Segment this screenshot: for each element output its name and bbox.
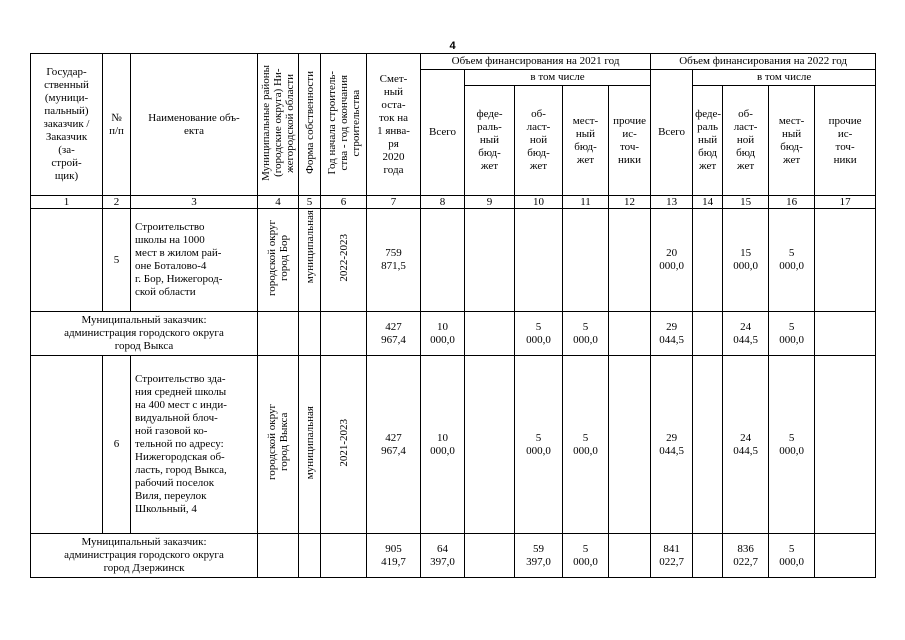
regional-2021	[515, 209, 563, 312]
header-regional-2021: об- ласт- ной бюд- жет	[515, 86, 563, 196]
estimate-cell: 759 871,5	[367, 209, 421, 312]
ownership-cell	[299, 534, 321, 578]
header-number: № п/п	[103, 54, 131, 196]
ownership-cell: муниципальная	[299, 209, 321, 312]
district-cell	[258, 534, 299, 578]
col-num: 14	[693, 196, 723, 209]
col-num: 1	[31, 196, 103, 209]
regional-2022: 24 044,5	[723, 312, 769, 356]
customer-label: Муниципальный заказчик: администрация городского округа город Дзержинск	[31, 534, 258, 578]
local-2021	[563, 209, 609, 312]
local-2022: 5 000,0	[769, 312, 815, 356]
district-cell: городской округ город Выкса	[258, 356, 299, 534]
local-2021: 5 000,0	[563, 356, 609, 534]
col-num: 12	[609, 196, 651, 209]
header-total-2021: Всего	[421, 70, 465, 196]
federal-2021	[465, 356, 515, 534]
table-row	[31, 534, 876, 578]
object-name: Строительство зда- ния средней школы на 400 мест с инди- видуальной блоч- ной газовой ко- тельной по адресу: Нижегородская об- ласть, город Выкса, рабочий поселок Виля, переулок Школьный, 4	[131, 356, 258, 534]
ownership-cell	[299, 312, 321, 356]
header-federal-2022: феде- раль ный бюд жет	[693, 86, 723, 196]
table-row	[31, 209, 876, 312]
regional-2022: 24 044,5	[723, 356, 769, 534]
federal-2022	[693, 312, 723, 356]
district-cell	[258, 312, 299, 356]
header-years: Год начала строитель- ства - год окончания строительства	[321, 54, 367, 196]
total-2021: 64 397,0	[421, 534, 465, 578]
header-total-2022: Всего	[651, 70, 693, 196]
other-2021	[609, 312, 651, 356]
other-2021	[609, 356, 651, 534]
local-2022: 5 000,0	[769, 209, 815, 312]
header-incl-2022: в том числе	[693, 70, 876, 86]
header-other-2022: прочие ис- точ- ники	[815, 86, 876, 196]
local-2021: 5 000,0	[563, 312, 609, 356]
total-2021: 10 000,0	[421, 356, 465, 534]
header-customer: Государ- ственный (муници- пальный) заказчик / Заказчик (за- строй- щик)	[31, 54, 103, 196]
header-estimate: Смет- ный оста- ток на 1 янва- ря 2020 года	[367, 54, 421, 196]
page-number: 4	[449, 40, 456, 52]
col-num: 11	[563, 196, 609, 209]
col-num: 7	[367, 196, 421, 209]
header-row-1	[31, 54, 876, 70]
header-fin-2021: Объем финансирования на 2021 год	[421, 54, 651, 70]
total-2022: 29 044,5	[651, 312, 693, 356]
regional-2021: 59 397,0	[515, 534, 563, 578]
local-2021: 5 000,0	[563, 534, 609, 578]
col-num: 6	[321, 196, 367, 209]
col-num: 4	[258, 196, 299, 209]
district-cell: городской округ город Бор	[258, 209, 299, 312]
regional-2022: 15 000,0	[723, 209, 769, 312]
header-local-2021: мест- ный бюд- жет	[563, 86, 609, 196]
estimate-cell: 905 419,7	[367, 534, 421, 578]
col-num: 5	[299, 196, 321, 209]
regional-2022: 836 022,7	[723, 534, 769, 578]
local-2022: 5 000,0	[769, 356, 815, 534]
customer-cell	[31, 209, 103, 312]
federal-2021	[465, 534, 515, 578]
header-federal-2021: феде- раль- ный бюд- жет	[465, 86, 515, 196]
years-cell: 2021-2023	[321, 356, 367, 534]
col-num: 10	[515, 196, 563, 209]
col-num: 13	[651, 196, 693, 209]
other-2021	[609, 209, 651, 312]
other-2022	[815, 312, 876, 356]
ownership-cell: муниципальная	[299, 356, 321, 534]
customer-cell	[31, 356, 103, 534]
header-fin-2022: Объем финансирования на 2022 год	[651, 54, 876, 70]
other-2022	[815, 209, 876, 312]
regional-2021: 5 000,0	[515, 356, 563, 534]
header-regional-2022: об- ласт- ной бюд жет	[723, 86, 769, 196]
header-ownership: Форма собственности	[299, 54, 321, 196]
regional-2021: 5 000,0	[515, 312, 563, 356]
total-2021	[421, 209, 465, 312]
header-object-name: Наименование объ- екта	[131, 54, 258, 196]
header-local-2022: мест- ный бюд- жет	[769, 86, 815, 196]
federal-2022	[693, 534, 723, 578]
column-numbers-row	[31, 196, 876, 209]
customer-label: Муниципальный заказчик: администрация городского округа город Выкса	[31, 312, 258, 356]
col-num: 2	[103, 196, 131, 209]
col-num: 8	[421, 196, 465, 209]
table-row	[31, 356, 876, 534]
federal-2021	[465, 312, 515, 356]
years-cell	[321, 534, 367, 578]
years-cell	[321, 312, 367, 356]
total-2021: 10 000,0	[421, 312, 465, 356]
row-number: 6	[103, 356, 131, 534]
table-row	[31, 312, 876, 356]
federal-2022	[693, 209, 723, 312]
col-num: 9	[465, 196, 515, 209]
estimate-cell: 427 967,4	[367, 312, 421, 356]
federal-2022	[693, 356, 723, 534]
col-num: 17	[815, 196, 876, 209]
total-2022: 841 022,7	[651, 534, 693, 578]
header-other-2021: прочие ис- точ- ники	[609, 86, 651, 196]
financing-table	[30, 53, 876, 578]
other-2022	[815, 534, 876, 578]
other-2021	[609, 534, 651, 578]
total-2022: 29 044,5	[651, 356, 693, 534]
col-num: 15	[723, 196, 769, 209]
header-districts: Муниципальные районы (городские округа) Ни- жегородской области	[258, 54, 299, 196]
total-2022: 20 000,0	[651, 209, 693, 312]
other-2022	[815, 356, 876, 534]
object-name: Строительство школы на 1000 мест в жилом рай- оне Боталово-4 г. Бор, Нижегород- ской области	[131, 209, 258, 312]
col-num: 3	[131, 196, 258, 209]
local-2022: 5 000,0	[769, 534, 815, 578]
header-incl-2021: в том числе	[465, 70, 651, 86]
col-num: 16	[769, 196, 815, 209]
estimate-cell: 427 967,4	[367, 356, 421, 534]
row-number: 5	[103, 209, 131, 312]
federal-2021	[465, 209, 515, 312]
years-cell: 2022-2023	[321, 209, 367, 312]
